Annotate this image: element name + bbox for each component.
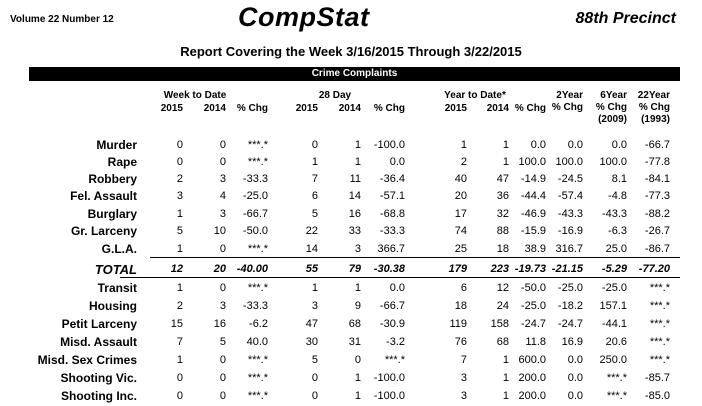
cell-value: 47 <box>496 173 509 185</box>
row-label: Shooting Inc. <box>61 389 137 403</box>
cell-value: 30 <box>305 336 318 348</box>
cell-value: 0 <box>219 156 226 168</box>
cell-value: 6 <box>460 282 467 294</box>
cell-value: 36 <box>496 190 509 202</box>
group-week-to-date: Week to Date <box>163 90 227 101</box>
cell-value: 1 <box>354 390 361 402</box>
cell-value: -25.0 <box>520 300 546 312</box>
cell-value: 0 <box>219 372 226 384</box>
cell-value: 2 <box>460 156 467 168</box>
column-header: 2014 <box>486 103 509 114</box>
cell-value: 0 <box>219 243 226 255</box>
total-row <box>0 260 702 278</box>
cell-value: 1 <box>502 354 509 366</box>
cell-value: 9 <box>354 300 361 312</box>
cell-value: -36.4 <box>379 173 405 185</box>
cell-value: 55 <box>305 263 318 275</box>
cell-value: -100.0 <box>373 139 405 151</box>
column-header: 2014 <box>203 103 226 114</box>
cell-value: 2 <box>176 173 183 185</box>
cell-value: 7 <box>311 173 318 185</box>
cell-value: 22 <box>305 225 318 237</box>
cell-value: 0 <box>219 390 226 402</box>
cell-value: -33.3 <box>379 225 405 237</box>
cell-value: 1 <box>460 139 467 151</box>
cell-value: 8.1 <box>611 173 627 185</box>
cell-value: -24.5 <box>557 173 583 185</box>
cell-value: -50.0 <box>520 282 546 294</box>
volume-number: Volume 22 Number 12 <box>10 14 114 25</box>
cell-value: -25.0 <box>242 190 268 202</box>
cell-value: 0.0 <box>567 390 583 402</box>
cell-value: -25.0 <box>601 282 627 294</box>
column-header: % Chg <box>236 103 268 114</box>
cell-value: 16 <box>213 318 226 330</box>
cell-value: 3 <box>460 390 467 402</box>
cell-value: -88.2 <box>644 208 670 220</box>
cell-value: -24.7 <box>557 318 583 330</box>
table-row <box>0 351 702 369</box>
cell-value: 3 <box>354 243 361 255</box>
cell-value: 0 <box>311 139 318 151</box>
cell-value: -4.8 <box>608 190 627 202</box>
cell-value: 1 <box>354 139 361 151</box>
row-label: Housing <box>89 299 137 313</box>
cell-value: 3 <box>219 300 226 312</box>
column-header-line: % Chg <box>551 102 583 113</box>
cell-value: -68.8 <box>379 208 405 220</box>
cell-value: 5 <box>219 336 226 348</box>
cell-value: -5.29 <box>601 263 627 275</box>
cell-value: 0 <box>176 139 183 151</box>
cell-value: 600.0 <box>518 354 546 366</box>
cell-value: 11.8 <box>525 336 546 348</box>
cell-value: 0.0 <box>611 139 627 151</box>
cell-value: 25 <box>454 243 467 255</box>
cell-value: -24.7 <box>520 318 546 330</box>
cell-value: -25.0 <box>557 282 583 294</box>
cell-value: 16.9 <box>561 336 583 348</box>
cell-value: 79 <box>348 263 361 275</box>
cell-value: ***.* <box>649 354 670 366</box>
row-label: Gr. Larceny <box>70 224 137 238</box>
column-header: 2014 <box>338 103 361 114</box>
cell-value: 1 <box>176 282 183 294</box>
cell-value: -100.0 <box>373 390 405 402</box>
report-title: CompStat <box>238 2 370 32</box>
cell-value: ***.* <box>649 336 670 348</box>
table-row <box>0 369 702 387</box>
cell-value: 0.0 <box>530 139 546 151</box>
cell-value: 1 <box>502 372 509 384</box>
cell-value: 20 <box>213 263 226 275</box>
cell-value: 0 <box>219 282 226 294</box>
cell-value: -66.7 <box>379 300 405 312</box>
cell-value: 366.7 <box>377 243 405 255</box>
cell-value: 5 <box>311 208 318 220</box>
cell-value: -77.20 <box>638 263 670 275</box>
cell-value: 3 <box>460 372 467 384</box>
row-label: Shooting Vic. <box>60 371 137 385</box>
cell-value: 1 <box>311 282 318 294</box>
cell-value: -44.1 <box>601 318 627 330</box>
cell-value: -16.9 <box>557 225 583 237</box>
cell-value: 6 <box>311 190 318 202</box>
cell-value: ***.* <box>606 372 627 384</box>
cell-value: 24 <box>496 300 509 312</box>
column-header-line: (2009) <box>598 114 627 125</box>
cell-value: -43.3 <box>601 208 627 220</box>
cell-value: 25.0 <box>605 243 627 255</box>
table-row <box>0 205 702 223</box>
cell-value: 0 <box>219 139 226 151</box>
cell-value: ***.* <box>247 282 268 294</box>
cell-value: 0.0 <box>567 372 583 384</box>
cell-value: -21.15 <box>551 263 583 275</box>
table-row <box>0 136 702 154</box>
cell-value: ***.* <box>247 139 268 151</box>
cell-value: ***.* <box>247 390 268 402</box>
table-row <box>0 170 702 188</box>
cell-value: 316.7 <box>555 243 583 255</box>
cell-value: 47 <box>305 318 318 330</box>
cell-value: 7 <box>460 354 467 366</box>
group-28-day: 28 Day <box>318 90 352 101</box>
cell-value: -84.1 <box>644 173 670 185</box>
cell-value: 100.0 <box>518 156 546 168</box>
cell-value: 179 <box>448 263 467 275</box>
cell-value: 5 <box>311 354 318 366</box>
row-label: Misd. Assault <box>60 335 137 349</box>
precinct-name: 88th Precinct <box>575 10 676 27</box>
cell-value: 0 <box>311 390 318 402</box>
cell-value: 100.0 <box>599 156 627 168</box>
column-header: 2015 <box>444 103 467 114</box>
cell-value: ***.* <box>649 300 670 312</box>
cell-value: 158 <box>490 318 509 330</box>
cell-value: ***.* <box>649 282 670 294</box>
cell-value: 33 <box>348 225 361 237</box>
column-header-line: (1993) <box>641 114 670 125</box>
cell-value: ***.* <box>606 390 627 402</box>
cell-value: 200.0 <box>518 372 546 384</box>
cell-value: 40.0 <box>246 336 268 348</box>
cell-value: 0.0 <box>389 282 405 294</box>
row-label: Transit <box>97 281 137 295</box>
cell-value: -66.7 <box>644 139 670 151</box>
column-header-line: 6Year <box>600 90 627 101</box>
total-top-line <box>150 257 680 258</box>
cell-value: 1 <box>176 208 183 220</box>
cell-value: -26.7 <box>644 225 670 237</box>
cell-value: 3 <box>219 208 226 220</box>
cell-value: -30.38 <box>373 263 405 275</box>
cell-value: 88 <box>496 225 509 237</box>
cell-value: -3.2 <box>386 336 405 348</box>
cell-value: -85.0 <box>644 390 670 402</box>
row-label: Murder <box>96 138 137 152</box>
cell-value: 157.1 <box>599 300 627 312</box>
cell-value: 7 <box>176 336 183 348</box>
cell-value: 3 <box>176 190 183 202</box>
cell-value: -57.1 <box>379 190 405 202</box>
cell-value: 15 <box>170 318 183 330</box>
cell-value: 2 <box>176 300 183 312</box>
cell-value: ***.* <box>384 354 405 366</box>
cell-value: 119 <box>449 318 467 330</box>
cell-value: ***.* <box>247 243 268 255</box>
table-row <box>0 222 702 240</box>
cell-value: -44.4 <box>520 190 546 202</box>
row-label: Misd. Sex Crimes <box>37 353 137 367</box>
cell-value: 0 <box>176 390 183 402</box>
cell-value: 3 <box>311 300 318 312</box>
cell-value: 1 <box>311 156 318 168</box>
cell-value: 250.0 <box>599 354 627 366</box>
cell-value: 68 <box>496 336 509 348</box>
column-header-line: % Chg <box>595 102 627 113</box>
cell-value: 31 <box>348 336 361 348</box>
cell-value: 1 <box>176 354 183 366</box>
table-row <box>0 153 702 171</box>
column-header-line: % Chg <box>638 102 670 113</box>
column-header: % Chg <box>373 103 405 114</box>
cell-value: 1 <box>502 156 509 168</box>
cell-value: 1 <box>354 372 361 384</box>
cell-value: 16 <box>348 208 361 220</box>
row-label: Robbery <box>88 172 137 186</box>
table-row <box>0 187 702 205</box>
cell-value: 20 <box>454 190 467 202</box>
cell-value: -46.9 <box>520 208 546 220</box>
row-label: Rape <box>107 155 137 169</box>
cell-value: 1 <box>502 390 509 402</box>
cell-value: 1 <box>354 156 361 168</box>
cell-value: 14 <box>305 243 318 255</box>
cell-value: 0 <box>219 354 226 366</box>
cell-value: -50.0 <box>242 225 268 237</box>
cell-value: 1 <box>354 282 361 294</box>
table-row <box>0 315 702 333</box>
group-year-to-date: Year to Date* <box>444 90 506 101</box>
cell-value: 0 <box>311 372 318 384</box>
row-label: Burglary <box>87 207 137 221</box>
cell-value: ***.* <box>247 354 268 366</box>
cell-value: 4 <box>219 190 226 202</box>
cell-value: 200.0 <box>518 390 546 402</box>
section-banner: Crime Complaints <box>29 67 680 81</box>
cell-value: -33.3 <box>242 300 268 312</box>
cell-value: 40 <box>454 173 467 185</box>
cell-value: -85.7 <box>644 372 670 384</box>
cell-value: -77.8 <box>644 156 670 168</box>
cell-value: -6.3 <box>608 225 627 237</box>
cell-value: 1 <box>502 139 509 151</box>
cell-value: 32 <box>496 208 509 220</box>
row-label: Petit Larceny <box>61 317 137 331</box>
cell-value: -15.9 <box>520 225 546 237</box>
cell-value: 12 <box>170 263 183 275</box>
cell-value: -86.7 <box>644 243 670 255</box>
cell-value: 0.0 <box>567 354 583 366</box>
cell-value: 17 <box>454 208 467 220</box>
column-header: 2015 <box>295 103 318 114</box>
table-row <box>0 279 702 297</box>
cell-value: -77.3 <box>644 190 670 202</box>
cell-value: -33.3 <box>242 173 268 185</box>
cell-value: 14 <box>348 190 361 202</box>
column-header-line: 2Year <box>556 90 583 101</box>
cell-value: 5 <box>176 225 183 237</box>
cell-value: 0.0 <box>567 139 583 151</box>
table-row <box>0 387 702 405</box>
cell-value: 11 <box>349 173 361 185</box>
cell-value: -14.9 <box>520 173 546 185</box>
column-header: 2015 <box>160 103 183 114</box>
cell-value: 1 <box>176 243 183 255</box>
column-header: % Chg <box>514 103 546 114</box>
cell-value: 20.6 <box>605 336 627 348</box>
table-row <box>0 297 702 315</box>
cell-value: 10 <box>213 225 226 237</box>
cell-value: 0 <box>176 156 183 168</box>
cell-value: 3 <box>219 173 226 185</box>
cell-value: -30.9 <box>379 318 405 330</box>
cell-value: 0 <box>354 354 361 366</box>
cell-value: 223 <box>490 263 509 275</box>
cell-value: 76 <box>454 336 467 348</box>
cell-value: -43.3 <box>557 208 583 220</box>
cell-value: ***.* <box>649 318 670 330</box>
cell-value: -57.4 <box>557 190 583 202</box>
cell-value: 0.0 <box>389 156 405 168</box>
column-header-line: 22Year <box>637 90 670 101</box>
cell-value: -18.2 <box>557 300 583 312</box>
cell-value: -66.7 <box>242 208 268 220</box>
table-row <box>0 333 702 351</box>
total-bottom-line <box>120 277 680 278</box>
cell-value: -40.00 <box>236 263 268 275</box>
cell-value: 12 <box>496 282 509 294</box>
row-label: Fel. Assault <box>70 189 137 203</box>
cell-value: 18 <box>454 300 467 312</box>
cell-value: 38.9 <box>524 243 546 255</box>
cell-value: ***.* <box>247 156 268 168</box>
cell-value: 68 <box>348 318 361 330</box>
report-period: Report Covering the Week 3/16/2015 Through 3/22/2015 <box>180 44 522 59</box>
cell-value: ***.* <box>247 372 268 384</box>
cell-value: 100.0 <box>555 156 583 168</box>
cell-value: 18 <box>496 243 509 255</box>
cell-value: -19.73 <box>514 263 546 275</box>
row-label: G.L.A. <box>101 242 137 256</box>
cell-value: 0 <box>176 372 183 384</box>
cell-value: 74 <box>454 225 467 237</box>
cell-value: -6.2 <box>249 318 268 330</box>
table-row <box>0 240 702 258</box>
cell-value: -100.0 <box>373 372 405 384</box>
row-label: TOTAL <box>94 262 137 277</box>
